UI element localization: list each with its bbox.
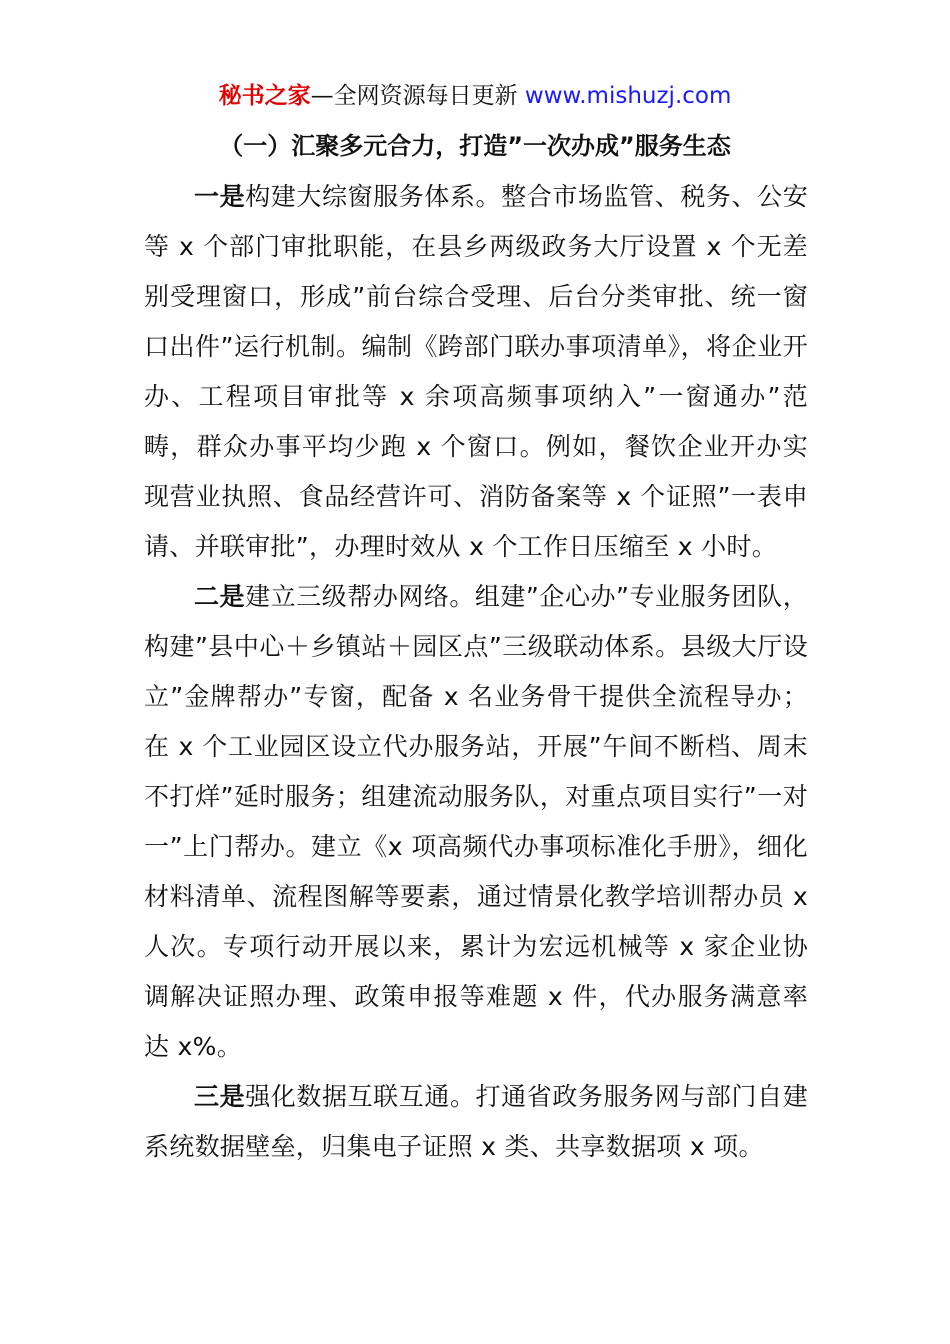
paragraph-text: 强化数据互联互通。打通省政务服务网与部门自建系统数据壁垒，归集电子证照 x 类、共享数据项 x 项。: [144, 1082, 808, 1161]
site-tagline: —全网资源每日更新: [310, 83, 525, 109]
paragraph-text: 建立三级帮办网络。组建”企心办”专业服务团队，构建”县中心＋乡镇站＋园区点”三级联动体系。县级大厅设立”金牌帮办”专窗，配备 x 名业务骨干提供全流程导办；在 x 个工业园区设立代办服务站，开展”午间不断档、周末不打烊”延时服务；组建流动服务队，对重点项目实行”一对一”上门帮办。建立《x 项高频代办事项标准化手册》，细化材料清单、流程图解等要素，通过情景化教学培训帮办员 x 人次。专项行动开展以来，累计为宏远机械等 x 家企业协调解决证照办理、政策申报等难题 x 件，代办服务满意率达 x%。: [144, 582, 808, 1061]
body-text: [144, 172, 808, 1172]
section-heading: （一）汇聚多元合力，打造”一次办成”服务生态: [219, 132, 731, 160]
paragraph-text: 构建大综窗服务体系。整合市场监管、税务、公安等 x 个部门审批职能，在县乡两级政务大厅设置 x 个无差别受理窗口，形成”前台综合受理、后台分类审批、统一窗口出件”运行机制。编制《跨部门联办事项清单》，将企业开办、工程项目审批等 x 余项高频事项纳入”一窗通办”范畴，群众办事平均少跑 x 个窗口。例如，餐饮企业开办实现营业执照、食品经营许可、消防备案等 x 个证照”一表申请、并联审批”，办理时效从 x 个工作日压缩至 x 小时。: [144, 182, 808, 561]
paragraph-lead: 三是: [194, 1082, 246, 1111]
paragraph-2: [144, 572, 808, 1072]
site-url-link[interactable]: www.mishuzj.com: [524, 83, 732, 109]
paragraph-3: [144, 1072, 808, 1172]
site-brand: 秘书之家: [218, 83, 311, 109]
paragraph-lead: 二是: [194, 582, 246, 611]
paragraph-1: [144, 172, 808, 572]
paragraph-lead: 一是: [194, 182, 246, 211]
site-header: [0, 78, 950, 114]
